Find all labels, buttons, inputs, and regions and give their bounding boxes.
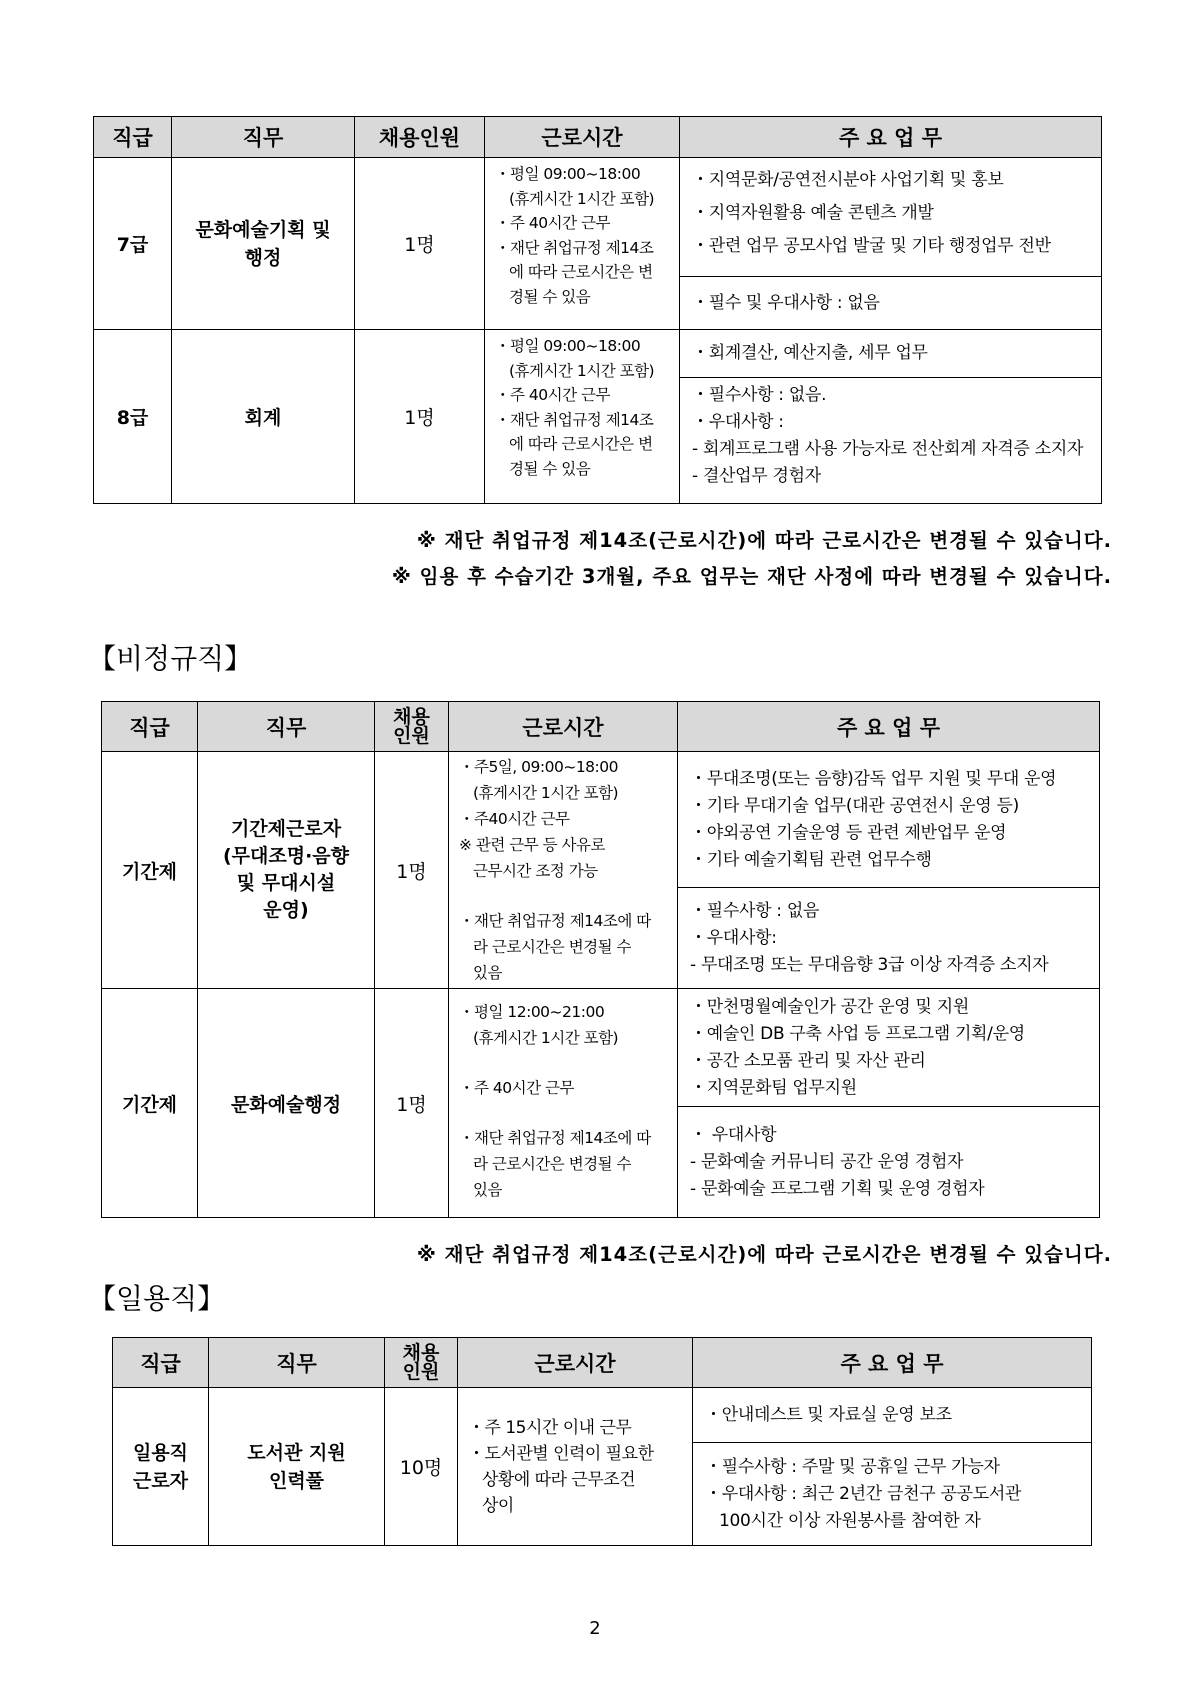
hours-line: 경될 수 있음 — [509, 287, 591, 306]
job-line: 운영) — [263, 899, 309, 921]
table-row — [102, 989, 1100, 1107]
grade-cell: 7급 — [94, 158, 172, 330]
duty-cell — [678, 989, 1100, 1107]
hours-spacer — [459, 1051, 673, 1075]
count-cell: 1명 — [355, 158, 485, 330]
job-line: 인력풀 — [268, 1469, 325, 1492]
header-count-line: 인원 — [402, 1360, 440, 1383]
requirements-cell — [680, 378, 1102, 504]
job-cell — [209, 1388, 385, 1546]
header-count-line: 인원 — [393, 724, 430, 747]
duty-line: ・회계결산, 예산지출, 세무 업무 — [692, 343, 928, 363]
job-line: 행정 — [244, 246, 282, 269]
job-line: 기간제근로자 — [230, 818, 342, 840]
nonregular-positions-table — [101, 701, 1100, 1218]
hours-line: 에 따라 근로시간은 변 — [509, 435, 653, 453]
duty-line: ・관련 업무 공모사업 발굴 및 기타 행정업무 전반 — [692, 236, 1051, 256]
duty-cell — [680, 158, 1102, 277]
requirement-line: 100시간 이상 자원봉사를 참여한 자 — [719, 1510, 981, 1531]
requirement-line: - 문화예술 커뮤니티 공간 운영 경험자 — [690, 1151, 964, 1172]
requirement-line: ・필수사항 : 없음. — [692, 385, 827, 405]
hours-line: ・재단 취업규정 제14조에 따 — [459, 1129, 651, 1147]
hours-line: (휴게시간 1시간 포함) — [509, 189, 655, 208]
job-cell — [172, 158, 355, 330]
table-header-row — [102, 702, 1100, 752]
hours-cell — [458, 1388, 693, 1546]
hours-line: ・재단 취업규정 제14조 — [495, 238, 654, 257]
table-row — [102, 752, 1100, 888]
hours-cell — [449, 989, 678, 1218]
requirement-line: ・우대사항 : — [692, 412, 784, 432]
requirements-cell — [678, 888, 1100, 989]
count-cell: 1명 — [375, 989, 449, 1218]
hours-line: (휴게시간 1시간 포함) — [473, 784, 619, 802]
note-working-hours: ※ 재단 취업규정 제14조(근로시간)에 따라 근로시간은 변경될 수 있습니다. — [416, 529, 1112, 552]
hours-line: ・주 40시간 근무 — [495, 386, 610, 404]
hours-line: 경될 수 있음 — [509, 459, 591, 478]
hours-line: 라 근로시간은 변경될 수 — [473, 1155, 632, 1173]
hours-line: (휴게시간 1시간 포함) — [473, 1029, 619, 1047]
header-count — [375, 702, 449, 752]
regular-positions-table — [93, 116, 1102, 504]
duty-line: ・공간 소모품 관리 및 자산 관리 — [690, 1050, 926, 1071]
requirement-line: ・필수사항 : 주말 및 공휴일 근무 가능자 — [705, 1456, 1000, 1477]
grade-line: 근로자 — [132, 1469, 189, 1492]
requirement-line: ・ 우대사항 — [690, 1124, 777, 1145]
count-cell: 1명 — [355, 330, 485, 504]
header-grade: 직급 — [102, 702, 198, 752]
requirement-line: ・우대사항: — [690, 927, 777, 948]
hours-line: ・주5일, 09:00~18:00 — [459, 758, 618, 776]
header-count-line: 채용 — [402, 1341, 440, 1364]
note-probation: ※ 임용 후 수습기간 3개월, 주요 업무는 재단 사정에 따라 변경될 수 있습니다. — [391, 565, 1112, 588]
header-hours: 근로시간 — [458, 1338, 693, 1388]
hours-spacer — [459, 1101, 673, 1125]
hours-line: 라 근로시간은 변경될 수 — [473, 938, 632, 956]
header-count-line: 채용 — [393, 705, 430, 728]
duty-cell — [693, 1388, 1092, 1443]
job-cell: 문화예술행정 — [198, 989, 375, 1218]
hours-cell — [449, 752, 678, 989]
requirement-line: - 회계프로그램 사용 가능자로 전산회계 자격증 소지자 — [692, 439, 1084, 459]
requirements-cell — [693, 1443, 1092, 1546]
job-cell: 회계 — [172, 330, 355, 504]
requirement-line: ・우대사항 : 최근 2년간 금천구 공공도서관 — [705, 1483, 1022, 1504]
table-header-row — [113, 1338, 1092, 1388]
hours-cell — [485, 158, 680, 330]
hours-line: ・재단 취업규정 제14조에 따 — [459, 912, 651, 930]
hours-line: ・평일 09:00~18:00 — [495, 165, 641, 183]
table-header-row — [94, 117, 1102, 158]
job-line: 도서관 지원 — [247, 1441, 346, 1464]
hours-line: ・재단 취업규정 제14조 — [495, 410, 654, 429]
section-title-nonregular: 【비정규직】 — [88, 642, 253, 675]
hours-line: ・평일 12:00~21:00 — [459, 1003, 605, 1021]
requirement-line: - 문화예술 프로그램 기획 및 운영 경험자 — [690, 1178, 985, 1199]
grade-cell: 기간제 — [102, 752, 198, 989]
grade-cell — [113, 1388, 209, 1546]
count-cell: 1명 — [375, 752, 449, 989]
header-count — [385, 1338, 458, 1388]
grade-cell: 기간제 — [102, 989, 198, 1218]
duty-line: ・안내데스트 및 자료실 운영 보조 — [705, 1404, 952, 1425]
hours-line: ・주 40시간 근무 — [459, 1079, 574, 1097]
header-grade: 직급 — [113, 1338, 209, 1388]
hours-line: 있음 — [473, 964, 502, 982]
note-working-hours: ※ 재단 취업규정 제14조(근로시간)에 따라 근로시간은 변경될 수 있습니다. — [416, 1243, 1112, 1266]
grade-line: 일용직 — [132, 1441, 189, 1464]
hours-cell — [485, 330, 680, 504]
requirements-cell — [680, 277, 1102, 330]
count-cell: 10명 — [385, 1388, 458, 1546]
job-line: (무대조명·음향 — [222, 845, 350, 867]
hours-line: ・도서관별 인력이 필요한 — [468, 1443, 654, 1464]
header-hours: 근로시간 — [485, 117, 680, 158]
duty-line: ・지역자원활용 예술 콘텐츠 개발 — [692, 203, 934, 223]
table-row — [94, 158, 1102, 277]
duty-cell — [678, 752, 1100, 888]
requirement-line: ・필수 및 우대사항 : 없음 — [692, 292, 880, 313]
daily-positions-table — [112, 1337, 1092, 1546]
requirement-line: - 결산업무 경험자 — [692, 466, 821, 486]
duty-cell — [680, 330, 1102, 378]
header-duty: 주 요 업 무 — [678, 702, 1100, 752]
duty-line: ・예술인 DB 구축 사업 등 프로그램 기획/운영 — [690, 1023, 1025, 1044]
duty-line: ・기타 예술기획팀 관련 업무수행 — [690, 849, 932, 870]
duty-line: ・야외공연 기술운영 등 관련 제반업무 운영 — [690, 822, 1007, 843]
job-cell — [198, 752, 375, 989]
duty-line: ・무대조명(또는 음향)감독 업무 지원 및 무대 운영 — [690, 768, 1057, 789]
header-grade: 직급 — [94, 117, 172, 158]
hours-line: 상황에 따라 근무조건 — [482, 1469, 636, 1490]
section-title-daily: 【일용직】 — [88, 1282, 226, 1315]
hours-line: 상이 — [482, 1495, 514, 1516]
header-job: 직무 — [198, 702, 375, 752]
job-line: 및 무대시설 — [236, 872, 336, 894]
hours-line: ・주 15시간 이내 근무 — [468, 1417, 632, 1438]
hours-line: ・주40시간 근무 — [459, 810, 570, 828]
header-hours: 근로시간 — [449, 702, 678, 752]
hours-line: ・주 40시간 근무 — [495, 214, 610, 232]
duty-line: ・지역문화팀 업무지원 — [690, 1077, 857, 1098]
requirement-line: - 무대조명 또는 무대음향 3급 이상 자격증 소지자 — [690, 954, 1049, 975]
hours-line: 근무시간 조정 가능 — [473, 862, 598, 880]
header-duty: 주 요 업 무 — [680, 117, 1102, 158]
hours-line: ・평일 09:00~18:00 — [495, 337, 641, 355]
requirements-cell — [678, 1107, 1100, 1218]
duty-line: ・기타 무대기술 업무(대관 공연전시 운영 등) — [690, 795, 1019, 816]
table-row — [94, 330, 1102, 378]
grade-cell: 8급 — [94, 330, 172, 504]
hours-line: 있음 — [473, 1181, 502, 1199]
duty-line: ・만천명월예술인가 공간 운영 및 지원 — [690, 996, 969, 1017]
page-number: 2 — [589, 1618, 601, 1639]
hours-spacer — [459, 884, 673, 908]
header-job: 직무 — [209, 1338, 385, 1388]
header-duty: 주 요 업 무 — [693, 1338, 1092, 1388]
duty-line: ・지역문화/공연전시분야 사업기획 및 홍보 — [692, 170, 1004, 190]
requirement-line: ・필수사항 : 없음 — [690, 900, 820, 921]
job-line: 문화예술기획 및 — [195, 218, 331, 241]
header-count: 채용인원 — [355, 117, 485, 158]
hours-line: ※ 관련 근무 등 사유로 — [459, 836, 605, 854]
hours-line: (휴게시간 1시간 포함) — [509, 361, 655, 380]
table-row — [113, 1388, 1092, 1443]
header-job: 직무 — [172, 117, 355, 158]
hours-line: 에 따라 근로시간은 변 — [509, 263, 653, 281]
